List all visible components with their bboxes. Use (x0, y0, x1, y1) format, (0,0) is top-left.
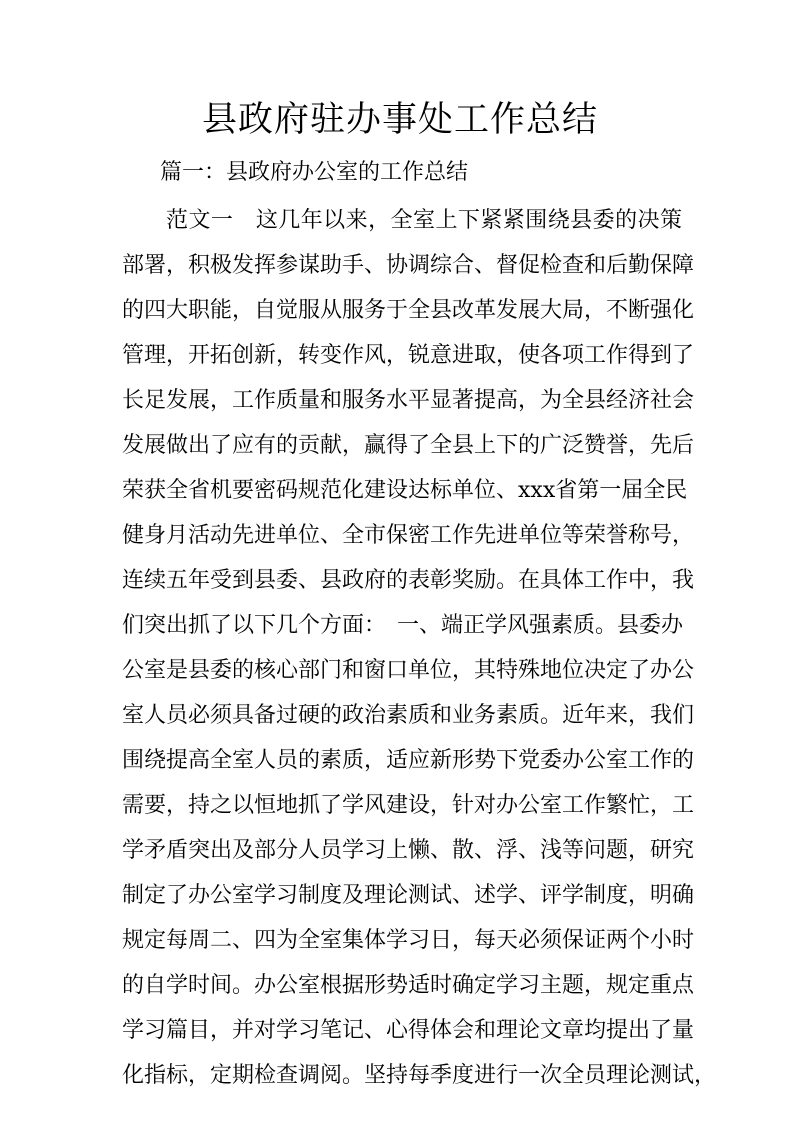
body-line: 规定每周二、四为全室集体学习日，每天必须保证两个小时 (122, 928, 695, 953)
body-line: 荣获全省机要密码规范化建设达标单位、xxx省第一届全民 (122, 478, 688, 503)
body-line: 发展做出了应有的贡献，赢得了全县上下的广泛赞誉，先后 (122, 433, 695, 458)
body-line: 们突出抓了以下几个方面： 一、端正学风强素质。县委办 (122, 613, 684, 638)
body-line: 范文一 这几年以来，全室上下紧紧围绕县委的决策 (166, 208, 682, 233)
body-paragraph (122, 201, 717, 1101)
body-line: 的自学时间。办公室根据形势适时确定学习主题，规定重点 (122, 973, 695, 998)
body-line: 部署，积极发挥参谋助手、协调综合、督促检查和后勤保障 (122, 253, 695, 278)
body-line: 围绕提高全室人员的素质，适应新形势下党委办公室工作的 (122, 748, 695, 773)
body-line: 管理，开拓创新，转变作风，锐意进取，使各项工作得到了 (122, 343, 695, 368)
section-heading: 篇一：县政府办公室的工作总结 (160, 160, 469, 185)
body-line: 学习篇目，并对学习笔记、心得体会和理论文章均提出了量 (122, 1018, 695, 1043)
body-line: 长足发展，工作质量和服务水平显著提高，为全县经济社会 (122, 388, 695, 413)
document-title: 县政府驻办事处工作总结 (201, 100, 598, 140)
body-line: 的四大职能，自觉服从服务于全县改革发展大局，不断强化 (122, 298, 695, 323)
body-line: 公室是县委的核心部门和窗口单位，其特殊地位决定了办公 (122, 658, 695, 683)
body-line: 制定了办公室学习制度及理论测试、述学、评学制度，明确 (122, 883, 695, 908)
body-line: 室人员必须具备过硬的政治素质和业务素质。近年来，我们 (122, 703, 695, 728)
body-line: 需要，持之以恒地抓了学风建设，针对办公室工作繁忙，工 (122, 793, 695, 818)
body-line: 连续五年受到县委、县政府的表彰奖励。在具体工作中，我 (122, 568, 695, 593)
body-line: 健身月活动先进单位、全市保密工作先进单位等荣誉称号， (122, 523, 695, 548)
body-line: 化指标，定期检查调阅。坚持每季度进行一次全员理论测试， (122, 1063, 717, 1088)
body-line: 学矛盾突出及部分人员学习上懒、散、浮、浅等问题，研究 (122, 838, 695, 863)
